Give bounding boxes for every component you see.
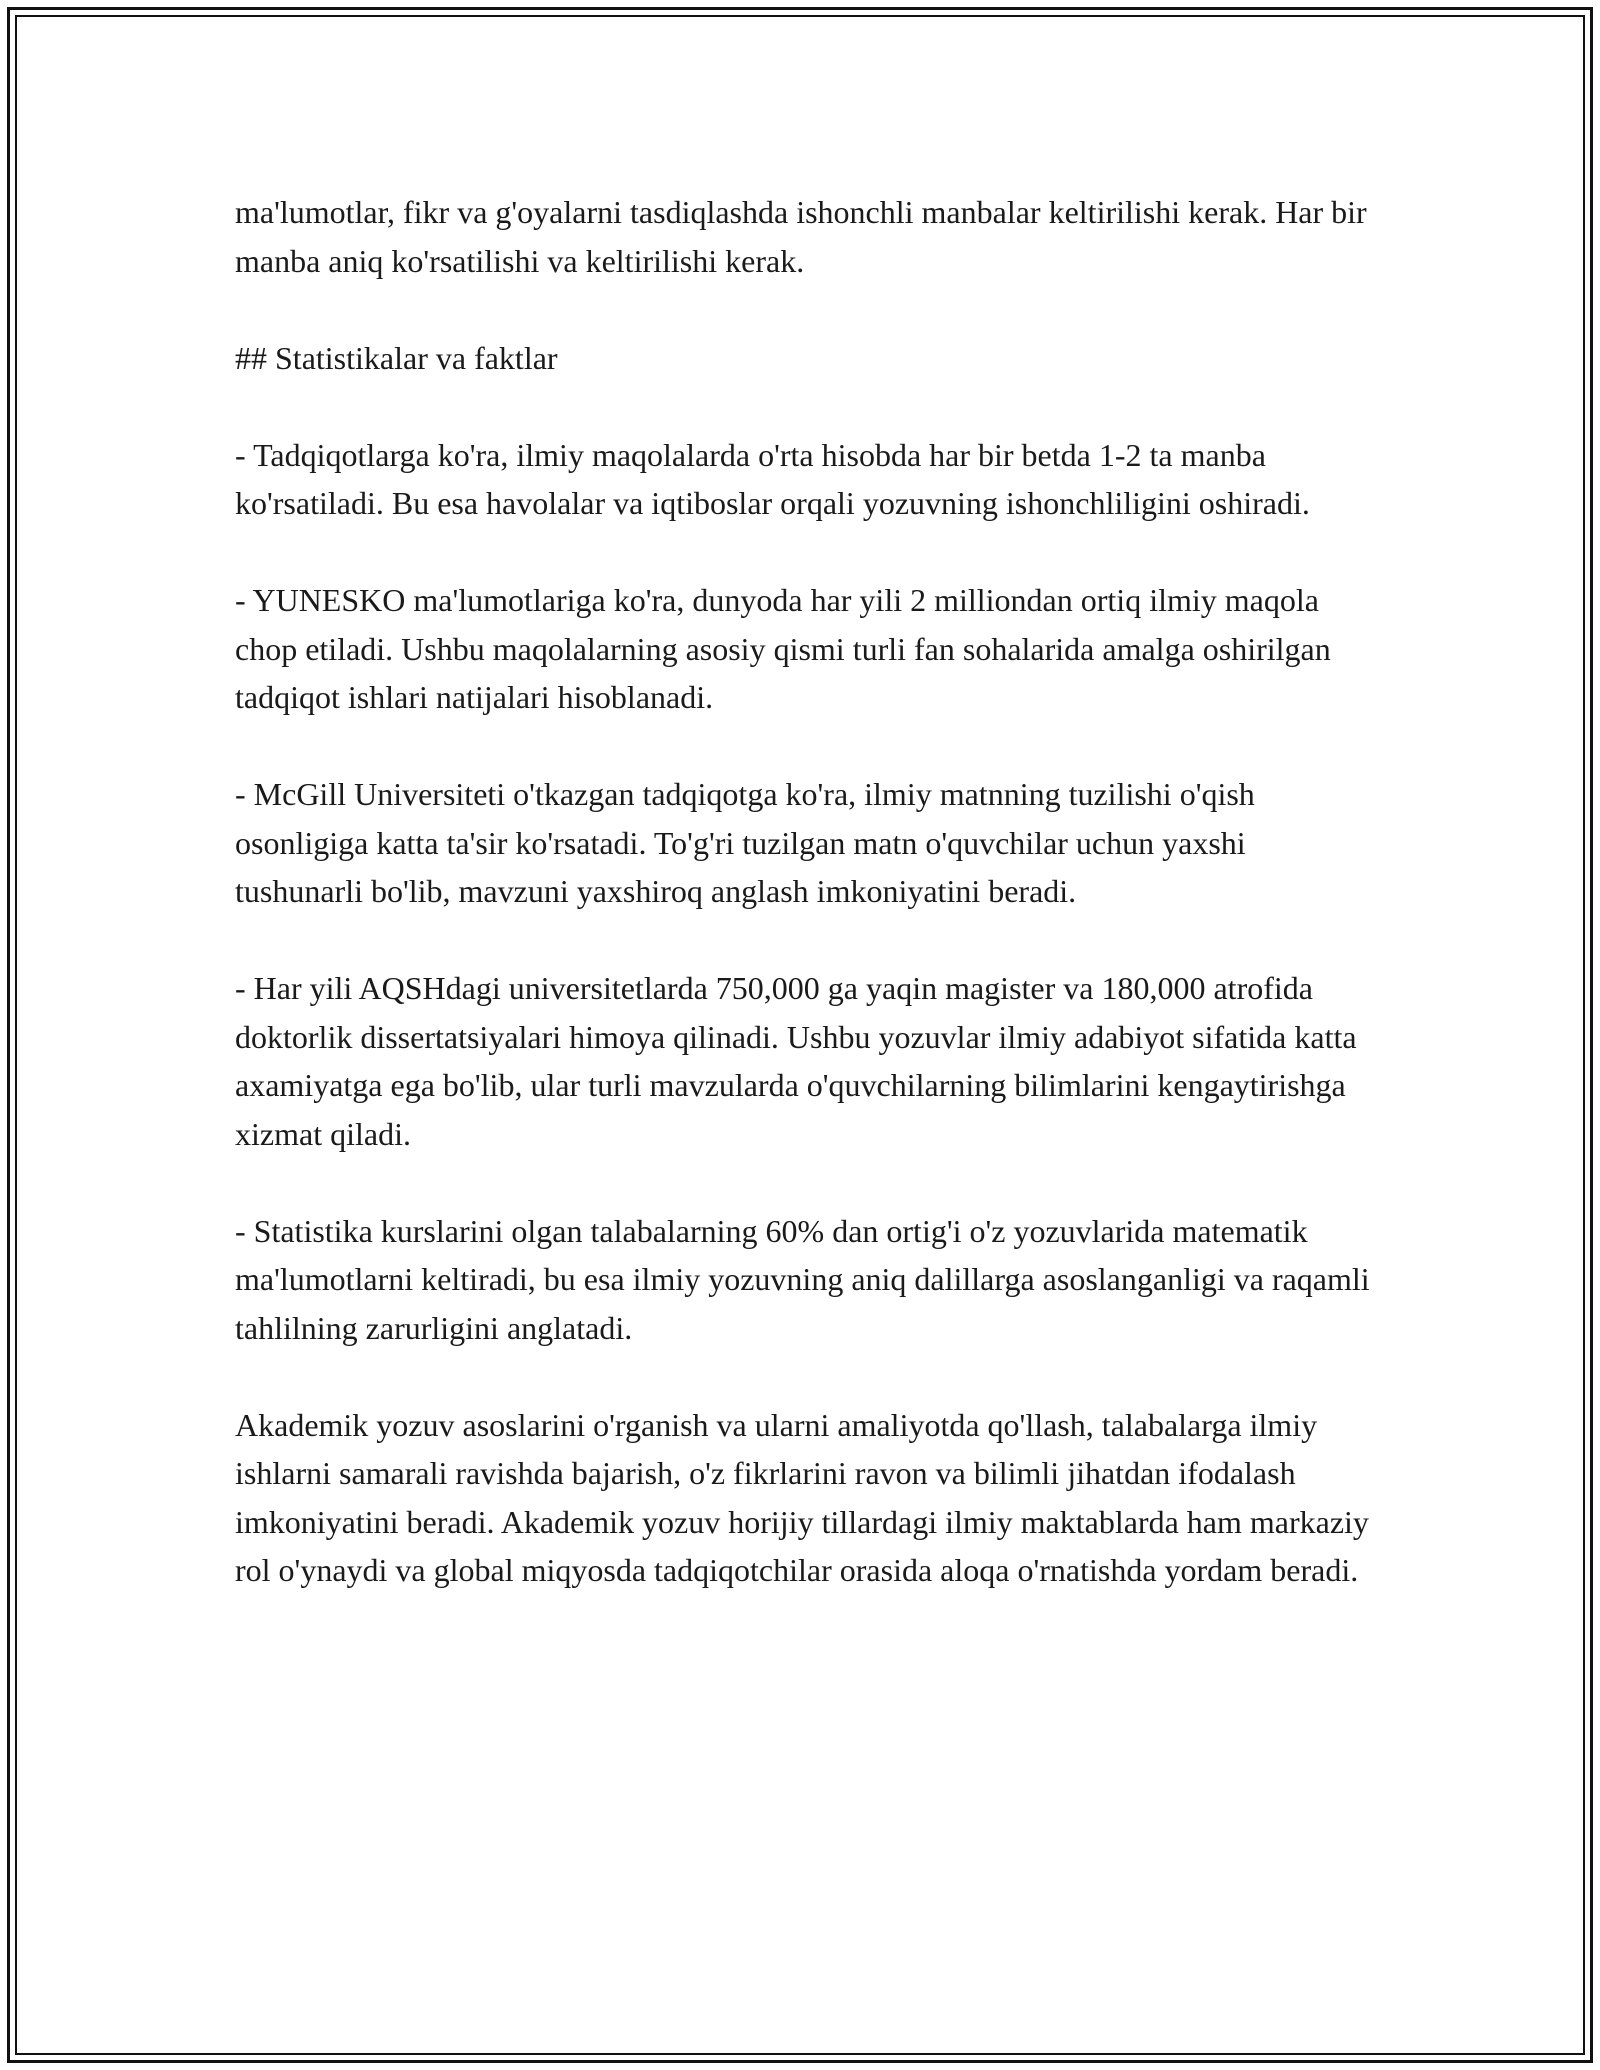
section-heading-statistics: ## Statistikalar va faktlar	[235, 339, 558, 376]
list-item-citations: - Tadqiqotlarga ko'ra, ilmiy maqolalarda o'rta hisobda har bir betda 1-2 ta manba ko'rsatiladi. Bu esa havolalar va iqtiboslar orqali yozuvning ishonchliligini oshiradi.	[235, 436, 1310, 521]
paragraph-sources: ma'lumotlar, fikr va g'oyalarni tasdiqlashda ishonchli manbalar keltirilishi kerak. Har bir manba aniq ko'rsatilishi va keltirilishi kerak.	[235, 194, 1367, 279]
list-item-mcgill: - McGill Universiteti o'tkazgan tadqiqotga ko'ra, ilmiy matnning tuzilishi o'qish osonligiga katta ta'sir ko'rsatadi. To'g'ri tuzilgan matn o'quvchilar uchun yaxshi tushunarli bo'lib, mavzuni yaxshiroq anglash imkoniyatini beradi.	[235, 776, 1255, 909]
list-item-usa-dissertations: - Har yili AQSHdagi universitetlarda 750,000 ga yaqin magister va 180,000 atrofida doktorlik dissertatsiyalari himoya qilinadi. Ushbu yozuvlar ilmiy adabiyot sifatida katta axamiyatga ega bo'lib, ular turli mavzularda o'quvchilarning bilimlarini kengaytirishga xizmat qiladi.	[235, 970, 1357, 1152]
paragraph-conclusion: Akademik yozuv asoslarini o'rganish va ularni amaliyotda qo'llash, talabalarga ilmiy ishlarni samarali ravishda bajarish, o'z fikrlarini ravon va bilimli jihatdan ifodalash imkoniyatini beradi. Akademik yozuv horijiy tillardagi ilmiy maktablarda ham markaziy rol o'ynaydi va global miqyosda tadqiqotchilar orasida aloqa o'rnatishda yordam beradi.	[235, 1406, 1369, 1588]
list-item-unesco: - YUNESKO ma'lumotlariga ko'ra, dunyoda har yili 2 milliondan ortiq ilmiy maqola chop etiladi. Ushbu maqolalarning asosiy qismi turli fan sohalarida amalga oshirilgan tadqiqot ishlari natijalari hisoblanadi.	[235, 582, 1331, 715]
list-item-statistics-courses: - Statistika kurslarini olgan talabalarning 60% dan ortig'i o'z yozuvlarida matematik ma'lumotlarni keltiradi, bu esa ilmiy yozuvning aniq dalillarga asoslanganligi va raqamli tahlilning zarurligini anglatadi.	[235, 1212, 1370, 1346]
document-body	[235, 188, 1375, 1643]
